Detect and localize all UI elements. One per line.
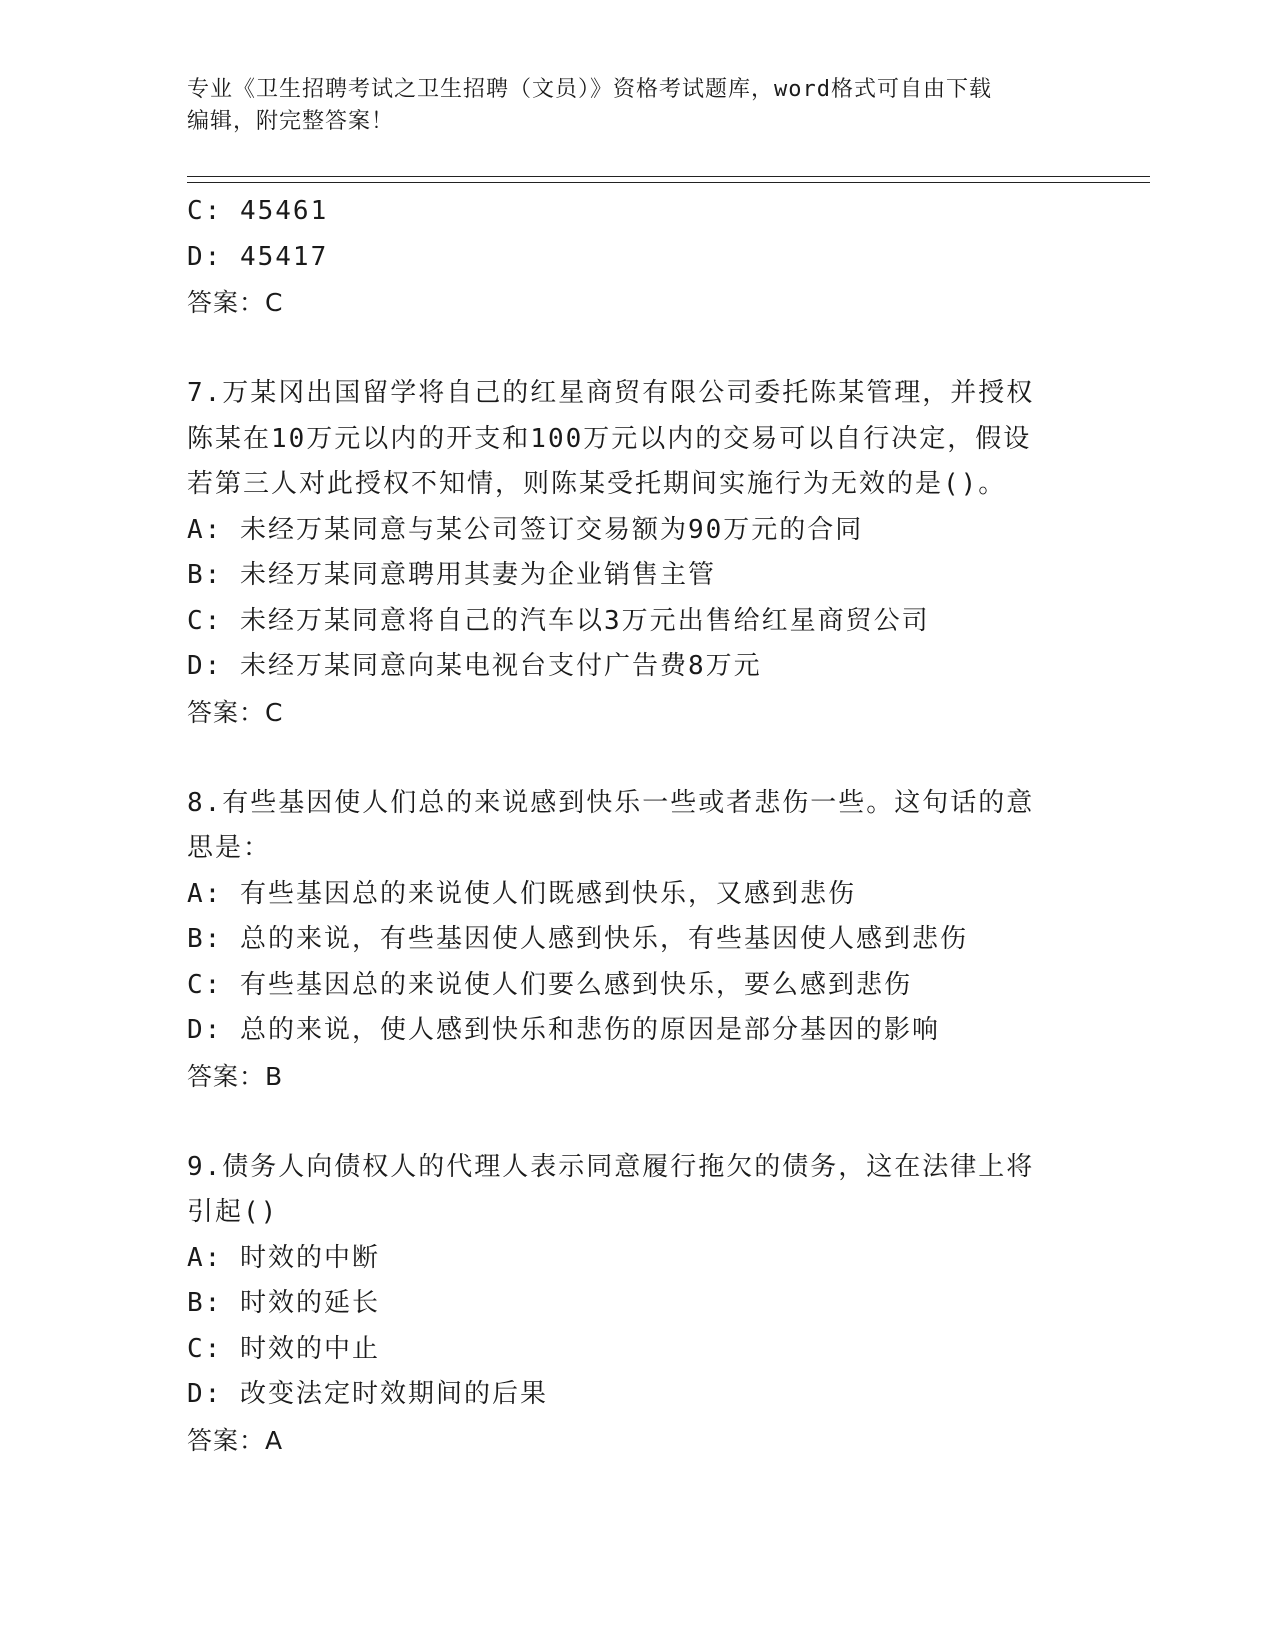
option-c: C: 时效的中止 (187, 1333, 380, 1364)
option-b: B: 未经万某同意聘用其妻为企业销售主管 (187, 560, 716, 590)
option-c: C: 有些基因总的来说使人们要么感到快乐，要么感到悲伤 (187, 969, 912, 1000)
option-b: B: 总的来说，有些基因使人感到快乐，有些基因使人感到悲伤 (187, 924, 968, 954)
question-stem-line: 引起() (187, 1197, 279, 1227)
option-b: B: 时效的延长 (187, 1288, 380, 1318)
question-stem-line: 8.有些基因使人们总的来说感到快乐一些或者悲伤一些。这句话的意 (187, 787, 1035, 818)
answer-label: 答案：A (187, 1425, 284, 1455)
option-c: C: 45461 (187, 196, 329, 226)
question-9 (187, 1145, 1087, 1464)
option-d: D: 45417 (187, 241, 329, 272)
answer-label: 答案：C (187, 697, 284, 727)
answer-label: 答案：C (187, 288, 284, 317)
header-title-line-2: 编辑，附完整答案！ (187, 109, 395, 134)
question-stem-line: 7.万某冈出国留学将自己的红星商贸有限公司委托陈某管理，并授权 (187, 378, 1035, 408)
header-divider (187, 176, 1150, 183)
question-list (187, 189, 1087, 1463)
question-stem-line: 思是： (187, 833, 272, 863)
option-c: C: 未经万某同意将自己的汽车以3万元出售给红星商贸公司 (187, 605, 930, 636)
spacer (187, 1099, 1087, 1145)
spacer (187, 735, 1087, 781)
option-d: D: 未经万某同意向某电视台支付广告费8万元 (187, 651, 762, 681)
option-d: D: 总的来说，使人感到快乐和悲伤的原因是部分基因的影响 (187, 1015, 940, 1045)
option-d: D: 改变法定时效期间的后果 (187, 1379, 548, 1409)
question-stem-line: 若第三人对此授权不知情，则陈某受托期间实施行为无效的是()。 (187, 469, 1007, 499)
header-title-line-1: 专业《卫生招聘考试之卫生招聘（文员）》资格考试题库，word格式可自由下载 (187, 77, 992, 102)
question-prev (187, 189, 1087, 326)
option-a: A: 未经万某同意与某公司签订交易额为90万元的合同 (187, 514, 864, 545)
question-stem-line: 陈某在10万元以内的开支和100万元以内的交易可以自行决定，假设 (187, 423, 1032, 454)
question-stem-line: 9.债务人向债权人的代理人表示同意履行拖欠的债务，这在法律上将 (187, 1151, 1035, 1182)
question-8 (187, 781, 1087, 1100)
document-header (187, 74, 1077, 138)
question-7 (187, 371, 1087, 735)
option-a: A: 有些基因总的来说使人们既感到快乐，又感到悲伤 (187, 878, 856, 909)
spacer (187, 326, 1087, 372)
answer-label: 答案：B (187, 1061, 284, 1091)
option-a: A: 时效的中断 (187, 1242, 380, 1273)
